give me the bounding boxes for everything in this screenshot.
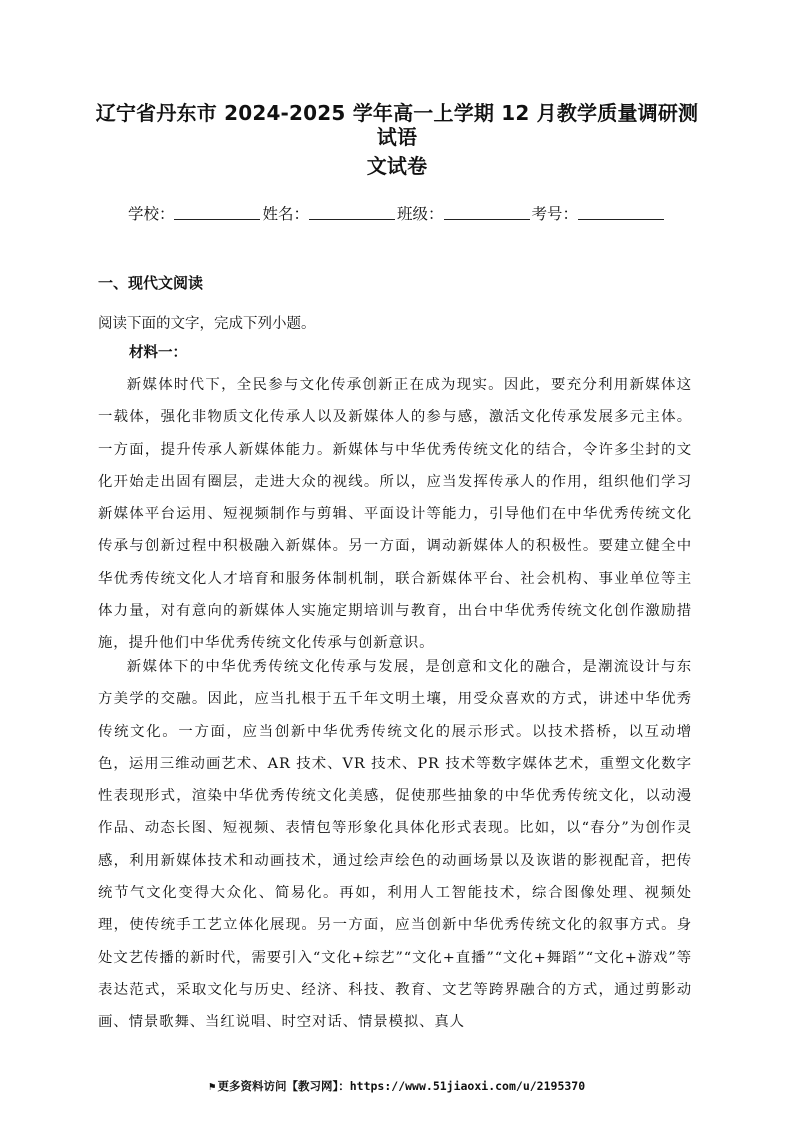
school-blank [174, 205, 260, 220]
name-blank [309, 205, 395, 220]
class-field [397, 205, 532, 223]
footer-link[interactable] [0, 1078, 794, 1095]
school-label: 学校： [127, 205, 175, 223]
class-blank [444, 205, 530, 220]
school-field [128, 205, 263, 223]
name-label: 姓名： [262, 205, 309, 223]
exam-number-label: 考号： [531, 205, 579, 223]
reading-instruction: 阅读下面的文字，完成下列小题。 [98, 316, 316, 332]
page-title: 辽宁省丹东市 2024-2025 学年高一上学期 12 月教学质量调研测试语 [95, 101, 699, 149]
student-info-row [0, 202, 794, 226]
class-label: 班级： [397, 205, 444, 223]
material-label: 材料一： [129, 344, 187, 361]
footer-text[interactable]: 更多资料访问【教习网】：https://www.51jiaoxi.com/u/2195370 [217, 1079, 586, 1093]
material-paragraph-2: 新媒体下的中华优秀传统文化传承与发展，是创意和文化的融合，是潮流设计与东方美学的交融。因此，应当扎根于五千年文明土壤，用受众喜欢的方式，讲述中华优秀传统文化。一方面，应当创新中华优秀传统文化的展示形式。以技术搭桥，以互动增色，运用三维动画艺术、AR 技术、VR 技术、PR 技术等数字媒体艺术，重塑文化数字性表现形式，渲染中华优秀传统文化美感，促使那些抽象的中华优秀传统文化，以动漫作品、动态长图、短视频、表情包等形象化具体化形式表现。比如，以“春分”为创作灵感，利用新媒体技术和动画技术，通过绘声绘色的动画场景以及诙谐的影视配音，把传统节气文化变得大众化、简易化。再如，利用人工智能技术，综合图像处理、视频处理，使传统手工艺立体化展现。另一方面，应当创新中华优秀传统文化的叙事方式。身处文艺传播的新时代，需要引入“文化+综艺”“文化+直播”“文化+舞蹈”“文化+游戏”等表达范式，采取文化与历史、经济、科技、教育、文艺等跨界融合的方式，通过剪影动画、情景歌舞、当红说唱、时空对话、情景模拟、真人 [98, 659, 692, 1031]
flag-icon: ⚑ [208, 1080, 216, 1093]
section-heading: 一、现代文阅读 [98, 274, 204, 292]
exam-number-field [532, 205, 667, 223]
name-field [262, 205, 397, 223]
material-paragraph-1: 新媒体时代下，全民参与文化传承创新正在成为现实。因此，要充分利用新媒体这一载体，强化非物质文化传承人以及新媒体人的参与感，激活文化传承发展多元主体。一方面，提升传承人新媒体能力。新媒体与中华优秀传统文化的结合，令许多尘封的文化开始走出固有圈层，走进大众的视线。所以，应当发挥传承人的作用，组织他们学习新媒体平台运用、短视频制作与剪辑、平面设计等能力，引导他们在中华优秀传统文化传承与创新过程中积极融入新媒体。另一方面，调动新媒体人的积极性。要建立健全中华优秀传统文化人才培育和服务体制机制，联合新媒体平台、社会机构、事业单位等主体力量，对有意向的新媒体人实施定期培训与教育，出台中华优秀传统文化创作激励措施，提升他们中华优秀传统文化传承与创新意识。 [98, 377, 692, 652]
page-title-continued: 文试卷 [366, 154, 428, 178]
exam-number-blank [578, 205, 664, 220]
